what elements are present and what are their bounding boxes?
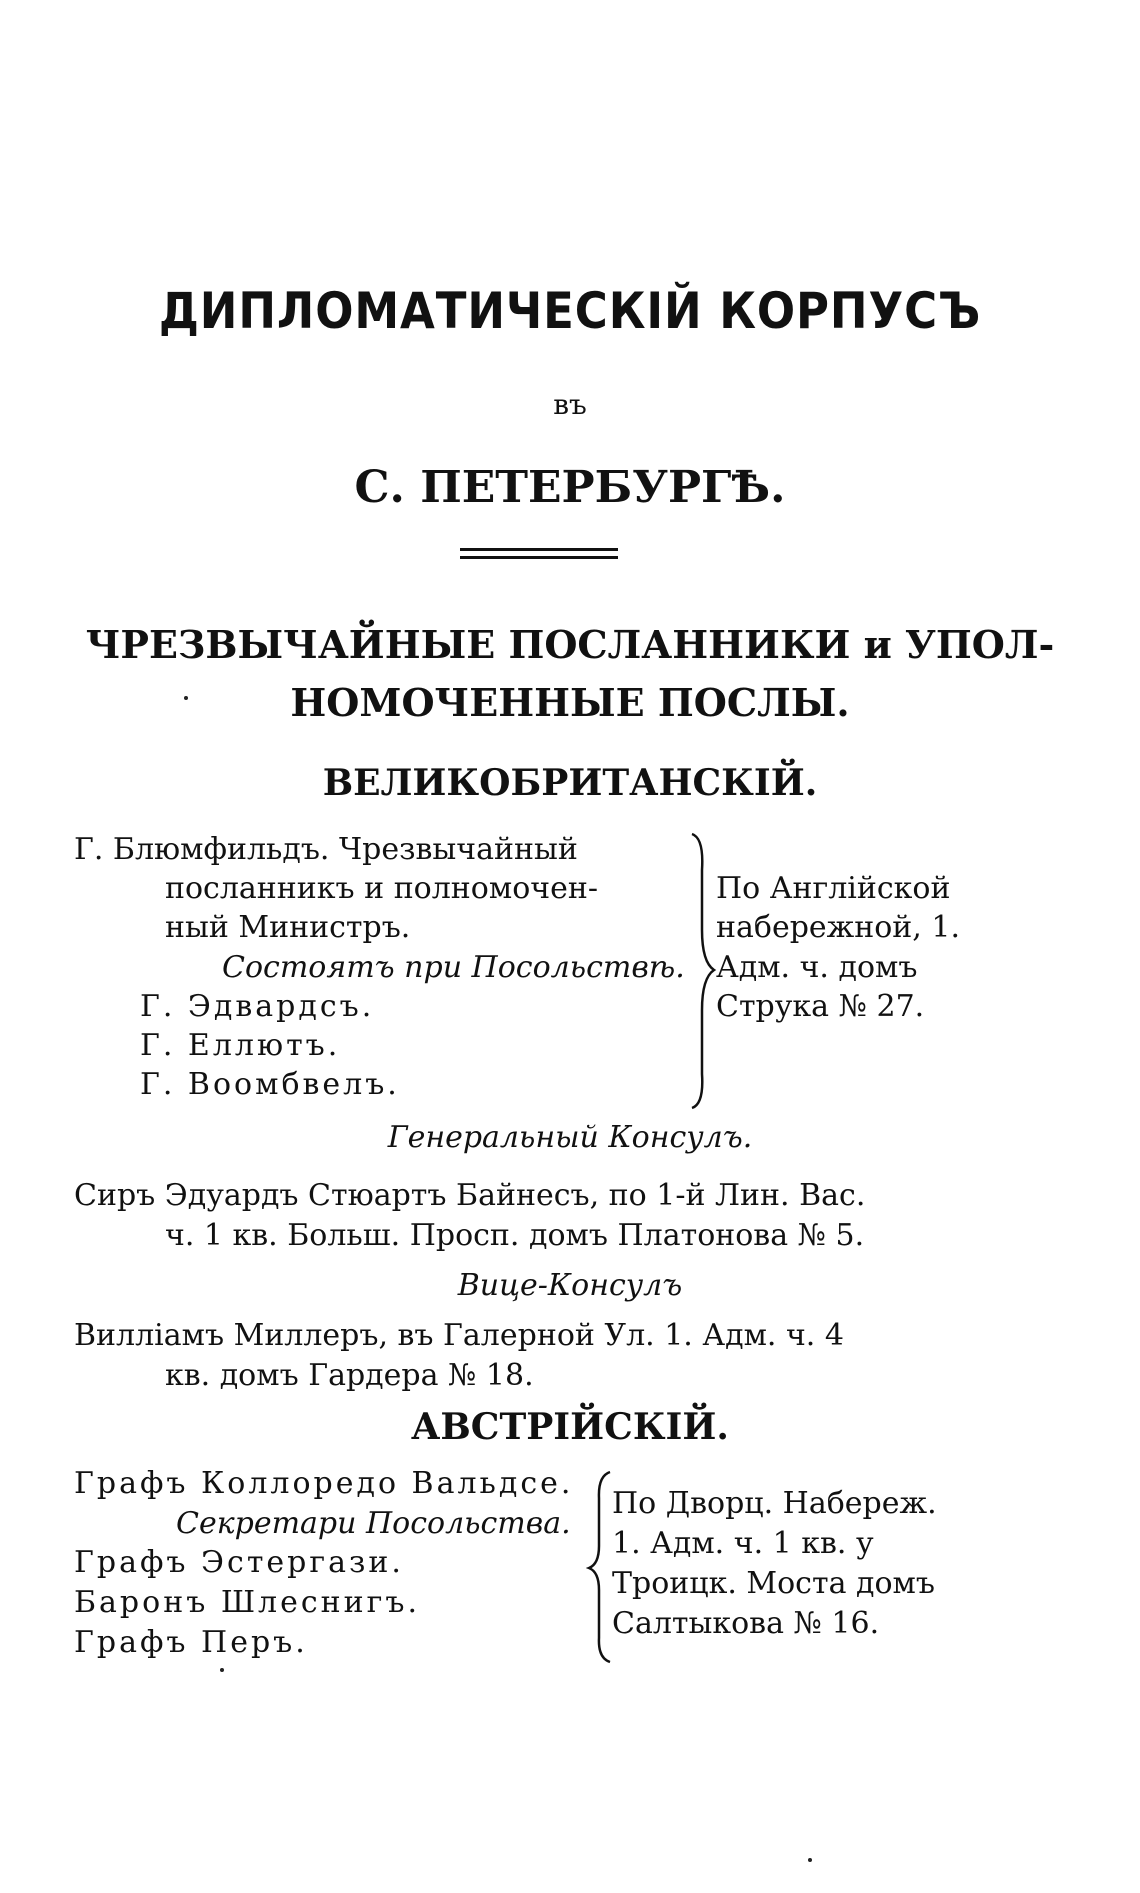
member-line: Г. Эдвардсъ. [140, 989, 375, 1024]
section-heading-line1: ЧРЕЗВЫЧАЙНЫЕ ПОСЛАННИКИ и УПОЛ- [85, 622, 1055, 667]
member-line: Графъ Перъ. [74, 1625, 308, 1660]
city-title: С. ПЕТЕРБУРГѢ. [354, 462, 786, 513]
member-line: Графъ Коллоредо Вальдсе. [74, 1466, 574, 1501]
section-heading-line2: НОМОЧЕННЫЕ ПОСЛЫ. [290, 680, 850, 725]
member-line: Баронъ Шлеснигъ. [74, 1585, 420, 1620]
print-speck [808, 1858, 812, 1862]
print-speck [184, 696, 188, 700]
country-heading-austrian: АВСТРІЙСКІЙ. [411, 1406, 729, 1448]
address-line: Салтыкова № 16. [612, 1606, 880, 1641]
vice-consul-line: кв. домъ Гардера № 18. [165, 1358, 534, 1393]
divider-rule-top [460, 548, 618, 551]
address-line: Троицк. Моста домъ [612, 1566, 935, 1601]
member-line: посланникъ и полномочен- [165, 871, 598, 906]
secretaries-heading: Секретари Посольства. [176, 1506, 571, 1541]
address-line: По Дворц. Набереж. [612, 1486, 937, 1521]
address-line: 1. Адм. ч. 1 кв. у [612, 1526, 874, 1561]
consul-general-line: ч. 1 кв. Больш. Просп. домъ Платонова № 5. [165, 1218, 865, 1253]
page-title: ДИПЛОМАТИЧЕСКІЙ КОРПУСЪ [158, 282, 982, 340]
consul-general-heading: Генеральный Консулъ. [387, 1120, 753, 1155]
vice-consul-heading: Вице-Консулъ [457, 1268, 683, 1303]
british-brace-icon [688, 830, 718, 1112]
country-heading-british: ВЕЛИКОБРИТАНСКІЙ. [322, 762, 818, 804]
member-line: ный Министръ. [165, 910, 411, 945]
divider-rule-bottom [460, 556, 618, 559]
member-line: Г. Блюмфильдъ. Чрезвычайный [74, 832, 578, 867]
member-line: Графъ Эстергази. [74, 1545, 404, 1580]
address-line: Струка № 27. [716, 989, 925, 1024]
consul-general-line: Сиръ Эдуардъ Стюартъ Байнесъ, по 1-й Лин. Вас. [74, 1178, 866, 1213]
attache-heading: Состоятъ при Посольствѣ. [222, 950, 685, 985]
address-line: набережной, 1. [716, 910, 960, 945]
title-preposition: въ [553, 388, 587, 421]
address-line: По Англійской [716, 871, 951, 906]
print-speck [220, 1668, 224, 1672]
address-line: Адм. ч. домъ [716, 950, 918, 985]
austrian-brace-icon [586, 1468, 614, 1664]
member-line: Г. Воомбвелъ. [140, 1067, 400, 1102]
vice-consul-line: Вилліамъ Миллеръ, въ Галерной Ул. 1. Адм. ч. 4 [74, 1318, 844, 1353]
member-line: Г. Еллютъ. [140, 1028, 341, 1063]
